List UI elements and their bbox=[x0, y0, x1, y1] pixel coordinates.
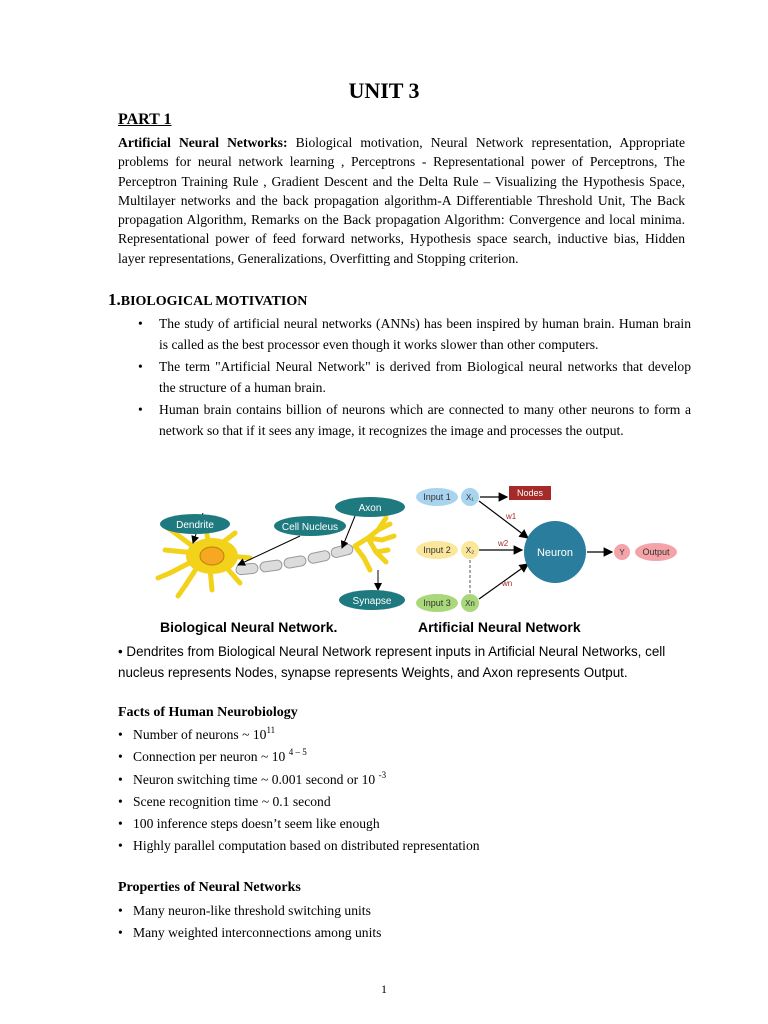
facts-heading: Facts of Human Neurobiology bbox=[118, 705, 298, 720]
list-item: • Human brain contains billion of neurons which are connected to many other neurons to form a network so that if it sees any image, it recognizes the image and processes the output. bbox=[138, 399, 691, 441]
intro-paragraph bbox=[118, 133, 685, 268]
list-item: • Connection per neuron ~ 10 $^{4 - 5}$ bbox=[118, 746, 480, 768]
properties-list bbox=[118, 900, 381, 945]
list-item: • The term "Artificial Neural Network" is derived from Biological neural networks that develop the structure of a human brain. bbox=[138, 356, 691, 398]
svg-text:Input 1: Input 1 bbox=[423, 492, 451, 502]
section-title: BIOLOGICAL MOTIVATION bbox=[120, 294, 308, 309]
list-item: • The study of artificial neural networks (ANNs) has been inspired by human brain. Human brain is called as the best processor even though it works slower than other computers. bbox=[138, 313, 691, 355]
svg-text:Output: Output bbox=[642, 547, 670, 557]
axon-label bbox=[335, 497, 405, 517]
svg-text:Neuron: Neuron bbox=[536, 547, 574, 559]
list-item: • Number of neurons ~ $10^{11}$ bbox=[118, 724, 480, 746]
svg-text:Xn: Xn bbox=[465, 599, 475, 608]
caption-artificial: Artificial Neural Network bbox=[418, 619, 581, 635]
input1-node bbox=[416, 488, 479, 506]
biological-neuron bbox=[158, 497, 405, 610]
unit-title: UNIT 3 bbox=[348, 78, 420, 103]
synapse-label bbox=[339, 590, 405, 610]
motivation-bullets bbox=[138, 313, 691, 442]
intro-lead: Artificial Neural Networks: bbox=[118, 135, 288, 150]
svg-text:X₁: X₁ bbox=[465, 493, 475, 502]
list-item: • Neuron switching time ~ 0.001 second or 10 $^{-3}$ bbox=[118, 769, 480, 791]
list-item: • Highly parallel computation based on distributed representation bbox=[118, 835, 480, 857]
cell-nucleus-label bbox=[274, 516, 346, 536]
dendrite-paragraph: • Dendrites from Biological Neural Network represent inputs in Artificial Neural Networks, cell nucleus represents Nodes, synapse represents Weights, and Axon represents Output. bbox=[118, 644, 666, 680]
wn-label: wn bbox=[502, 579, 513, 588]
svg-text:Axon: Axon bbox=[358, 503, 382, 514]
svg-text:Input 2: Input 2 bbox=[423, 545, 451, 555]
caption-biological: Biological Neural Network. bbox=[160, 619, 338, 635]
page-number: 1 bbox=[381, 982, 387, 996]
artificial-neuron bbox=[416, 486, 677, 612]
intro-body: Biological motivation, Neural Network representation, Appropriate problems for neural network learning , Perceptrons - Representational power of Perceptrons, The Perceptron Training Rule , Gradient Descent and the Delta Rule – Visualizing the Hypothesis Space, Multilayer networks and the back propagation algorithm-A Differentiable Threshold Unit, The Back propagation Algorithm, Remarks on the Back propagation Algorithm: Convergence and local minima. Representational power of feed forward networks, Hypothesis space search, inductive bias, Hidden layer representations, Generalizations, Overfitting and Stopping criterion. bbox=[118, 135, 685, 266]
dendrite-label bbox=[160, 514, 230, 534]
section-number: 1. bbox=[108, 290, 121, 309]
list-item: • Scene recognition time ~ 0.1 second bbox=[118, 791, 480, 813]
list-item: • Many weighted interconnections among units bbox=[118, 922, 381, 944]
svg-text:X₂: X₂ bbox=[465, 546, 475, 555]
output-node bbox=[614, 543, 677, 561]
svg-text:Synapse: Synapse bbox=[352, 596, 392, 607]
neuron-node bbox=[524, 521, 586, 583]
list-item: • 100 inference steps doesn’t seem like enough bbox=[118, 813, 480, 835]
facts-list bbox=[118, 724, 480, 858]
w2-label: w2 bbox=[498, 539, 509, 548]
input2-node bbox=[416, 541, 479, 559]
w1-label: w1 bbox=[506, 512, 517, 521]
input3-node bbox=[416, 594, 479, 612]
section-heading bbox=[108, 290, 307, 310]
properties-heading: Properties of Neural Networks bbox=[118, 880, 301, 895]
svg-text:Dendrite: Dendrite bbox=[176, 520, 214, 531]
svg-text:Nodes: Nodes bbox=[516, 488, 544, 498]
nodes-label bbox=[509, 486, 551, 500]
svg-text:Y: Y bbox=[619, 548, 625, 557]
list-item: • Many neuron-like threshold switching units bbox=[118, 900, 381, 922]
svg-text:Input 3: Input 3 bbox=[423, 598, 451, 608]
svg-text:Cell Nucleus: Cell Nucleus bbox=[281, 522, 339, 533]
part-title: PART 1 bbox=[118, 111, 172, 128]
